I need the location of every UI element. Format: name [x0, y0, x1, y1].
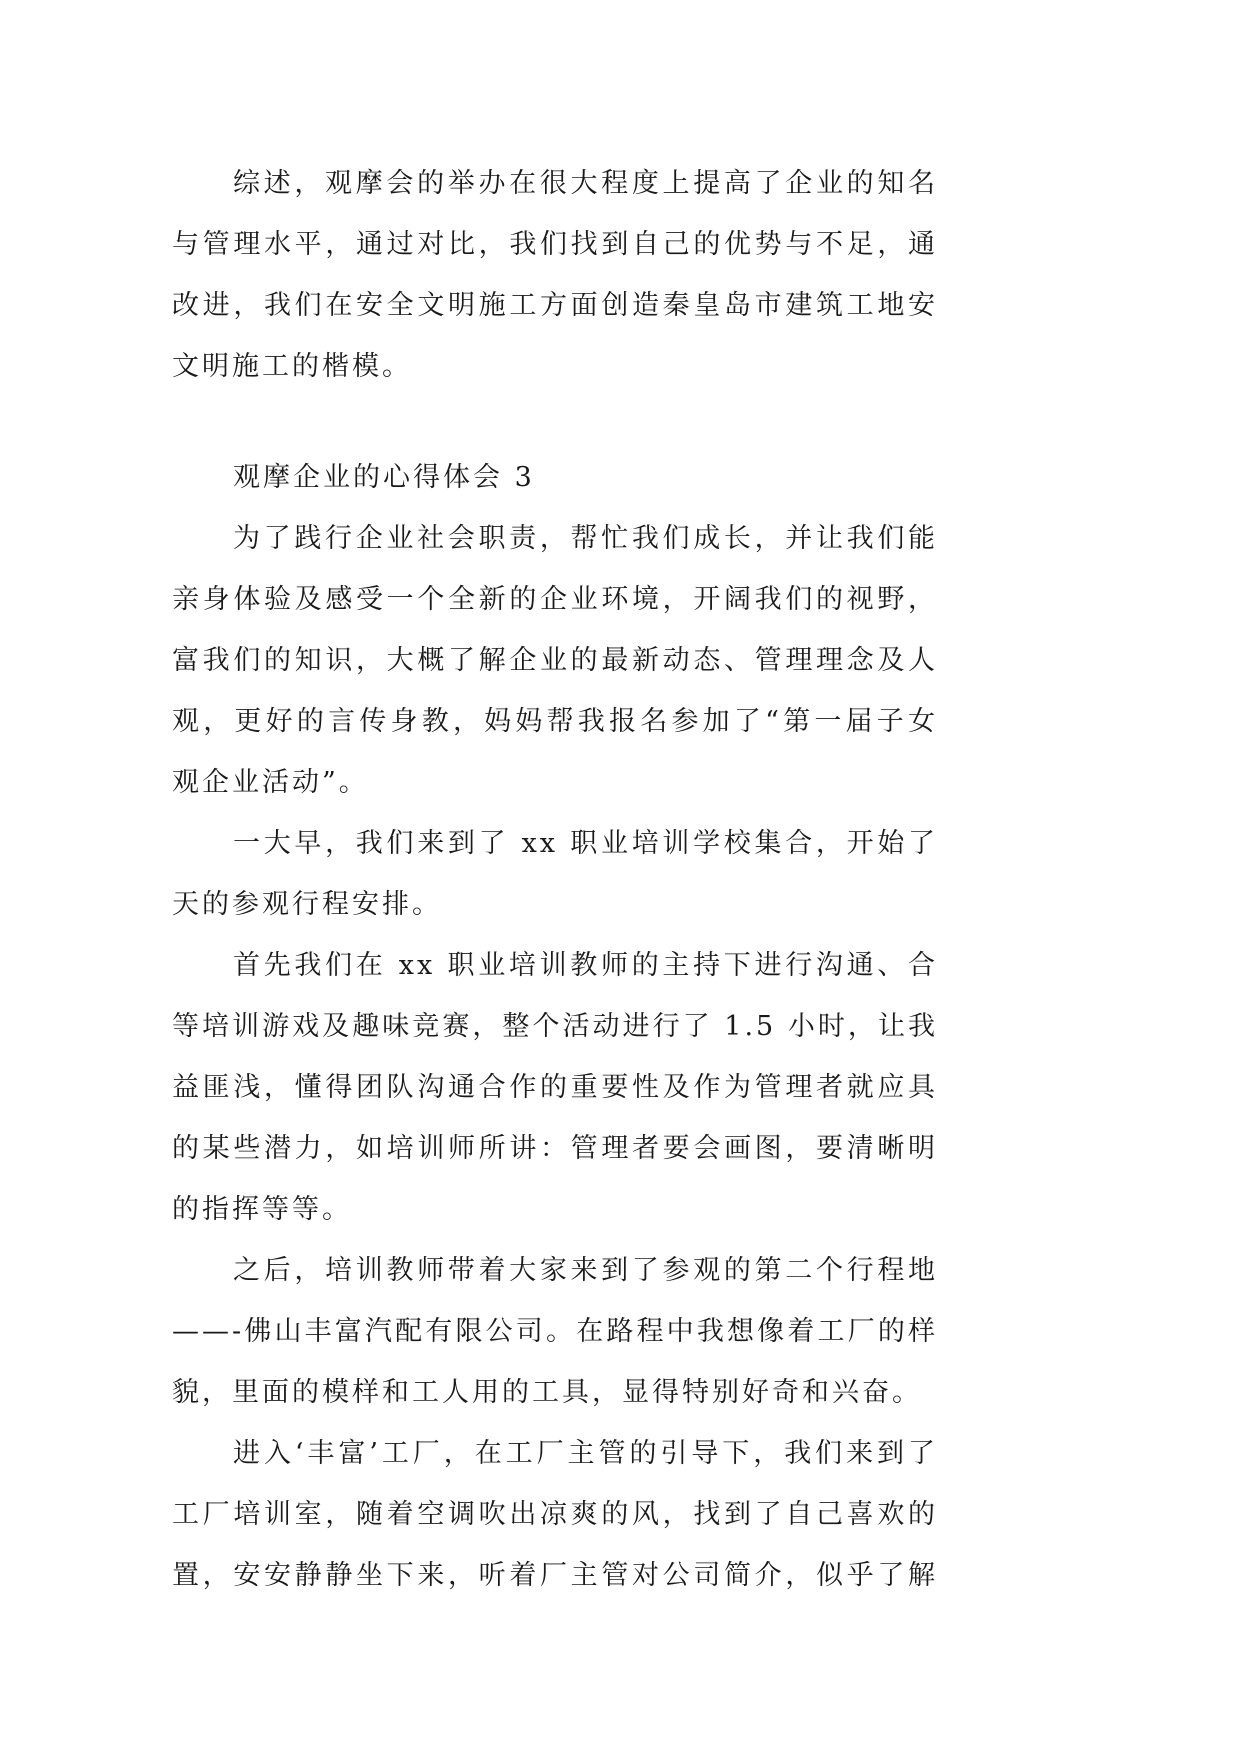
paragraph: [172, 813, 938, 935]
text-line: ——-佛山丰富汽配有限公司。在路程中我想像着工厂的样: [172, 1316, 938, 1347]
document-body: [172, 153, 938, 1606]
text-line: 的指挥等等。: [172, 1194, 352, 1225]
text-line: 文明施工的楷模。: [172, 351, 412, 382]
paragraph: [172, 508, 938, 813]
paragraph: [172, 1423, 938, 1606]
text-line: 观企业活动”。: [172, 767, 369, 798]
paragraph: [172, 153, 938, 397]
paragraph: [172, 935, 938, 1240]
text-line: 天的参观行程安排。: [172, 889, 442, 920]
text-line: 工厂培训室，随着空调吹出凉爽的风，找到了自己喜欢的: [172, 1499, 938, 1530]
text-line: 一大早，我们来到了 xx 职业培训学校集合，开始了: [233, 828, 938, 859]
text-line: 亲身体验及感受一个全新的企业环境，开阔我们的视野，: [172, 584, 938, 615]
text-line: 置，安安静静坐下来，听着厂主管对公司简介，似乎了解: [172, 1560, 938, 1591]
text-line: 益匪浅，懂得团队沟通合作的重要性及作为管理者就应具: [172, 1072, 938, 1103]
text-line: 进入‘丰富’工厂，在工厂主管的引导下，我们来到了: [233, 1438, 938, 1469]
text-line: 首先我们在 xx 职业培训教师的主持下进行沟通、合: [233, 950, 938, 981]
text-line: 观，更好的言传身教，妈妈帮我报名参加了“第一届子女: [172, 706, 938, 737]
text-line: 之后，培训教师带着大家来到了参观的第二个行程地: [233, 1255, 938, 1286]
text-line: 貌，里面的模样和工人用的工具，显得特别好奇和兴奋。: [172, 1377, 922, 1408]
text-line: 等培训游戏及趣味竞赛，整个活动进行了 1.5 小时，让我: [172, 1011, 938, 1042]
text-line: 与管理水平，通过对比，我们找到自己的优势与不足，通: [172, 229, 938, 260]
section-heading: 观摩企业的心得体会 3: [233, 462, 535, 493]
paragraph: [172, 1240, 938, 1423]
text-line: 为了践行企业社会职责，帮忙我们成长，并让我们能: [233, 523, 938, 554]
text-line: 的某些潜力，如培训师所讲：管理者要会画图，要清晰明: [172, 1133, 938, 1164]
text-line: 综述，观摩会的举办在很大程度上提高了企业的知名: [233, 168, 938, 199]
text-line: 改进，我们在安全文明施工方面创造秦皇岛市建筑工地安: [172, 290, 938, 321]
text-line: 富我们的知识，大概了解企业的最新动态、管理理念及人: [172, 645, 938, 676]
